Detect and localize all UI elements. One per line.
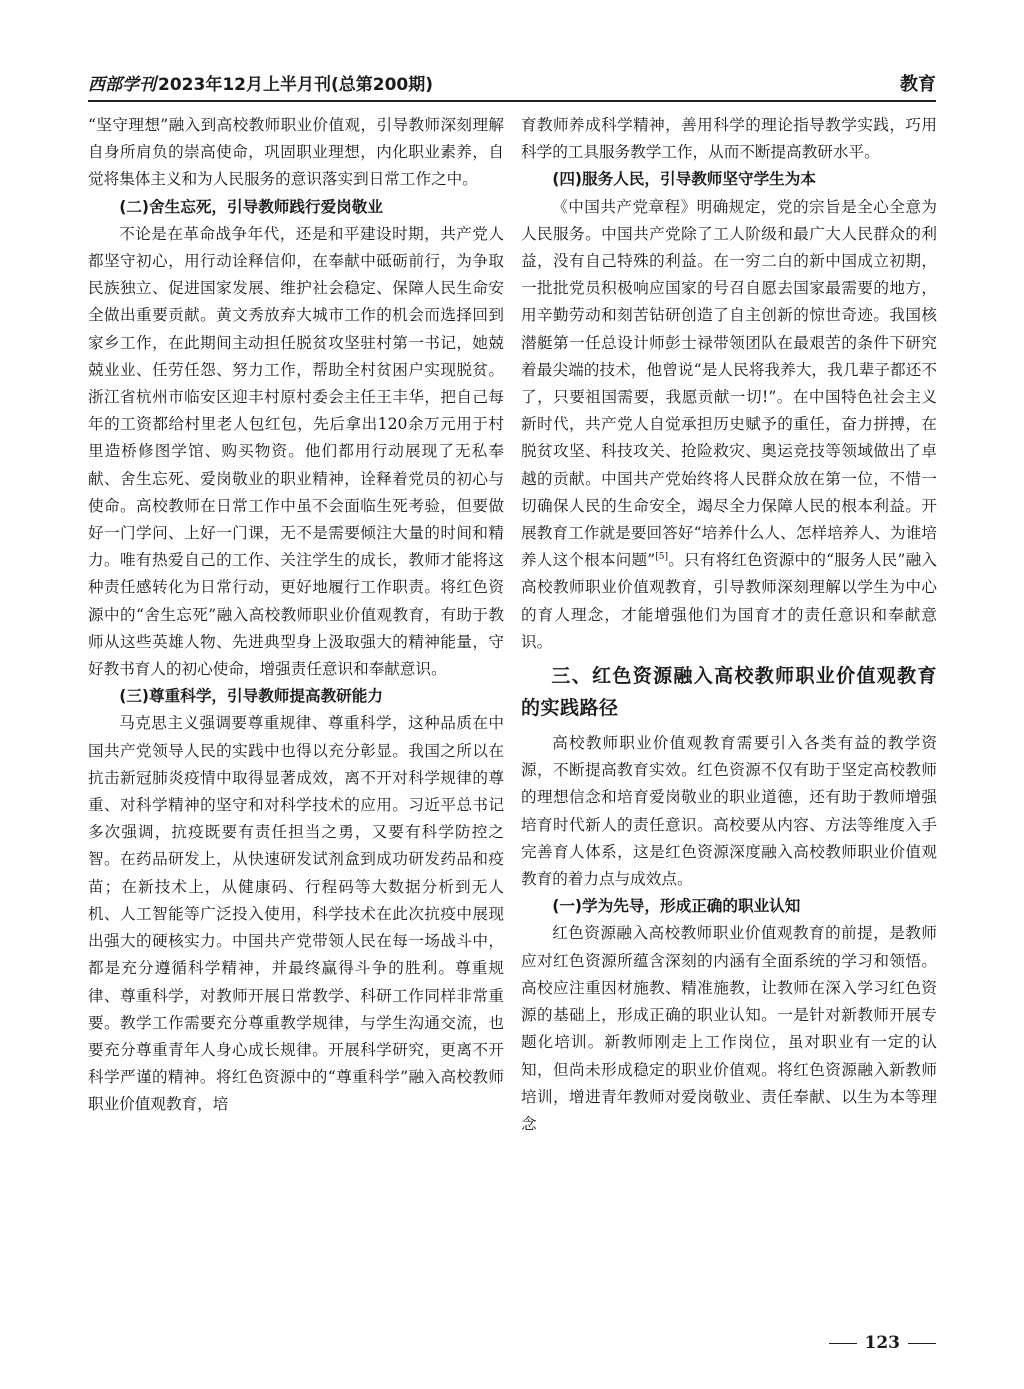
paragraph — [521, 194, 937, 656]
right-column — [521, 112, 937, 1138]
page-header — [88, 70, 936, 102]
paragraph: 育教师养成科学精神，善用科学的理论指导教学实践，巧用科学的工具服务教学工作，从而不断提高教研水平。 — [521, 116, 937, 162]
journal-logo: 西部学刊 — [88, 75, 156, 95]
subheading: (四)服务人民，引导教师坚守学生为本 — [552, 170, 816, 189]
paragraph: 马克思主义强调要尊重规律、尊重科学，这种品质在中国共产党领导人民的实践中也得以充分彰显。我国之所以在抗击新冠肺炎疫情中取得显著成效，离不开对科学规律的尊重、对科学精神的坚守和对科学技术的应用。习近平总书记多次强调，抗疫既要有责任担当之勇，又要有科学防控之智。在药品研发上，从快速研发试剂盒到成功研发药品和疫苗；在新技术上，从健康码、行程码等大数据分析到无人机、人工智能等广泛投入使用，科学技术在此次抗疫中展现出强大的硬核实力。中国共产党带领人民在每一场战斗中，都是充分遵循科学精神，并最终赢得斗争的胜利。尊重规律、尊重科学，对教师开展日常教学、科研工作同样非常重要。教学工作需要充分尊重教学规律，与学生沟通交流，也要充分尊重青年人身心成长规律。开展科学研究，更离不开科学严谨的精神。将红色资源中的“尊重科学”融入高校教师职业价值观教育，培 — [88, 714, 504, 1114]
paragraph: “坚守理想”融入到高校教师职业价值观，引导教师深刻理解自身所肩负的崇高使命，巩固职业理想，内化职业素养，自觉将集体主义和为人民服务的意识落实到日常工作之中。 — [88, 116, 504, 189]
paragraph: 不论是在革命战争年代，还是和平建设时期，共产党人都坚守初心，用行动诠释信仰，在奉献中砥砺前行，为争取民族独立、促进国家发展、维护社会稳定、保障人民生命安全做出重要贡献。黄文秀放弃大城市工作的机会而选择回到家乡工作，在此期间主动担任脱贫攻坚驻村第一书记，她兢兢业业、任劳任怨、努力工作，帮助全村贫困户实现脱贫。浙江省杭州市临安区迎丰村原村委会主任王丰华，把自己每年的工资都给村里老人包红包，先后拿出120余万元用于村里造桥修图学馆、购买物资。他们都用行动展现了无私奉献、舍生忘死、爱岗敬业的职业精神，诠释着党员的初心与使命。高校教师在日常工作中虽不会面临生死考验，但要做好一门学问、上好一门课，无不是需要倾注大量的时间和精力。唯有热爱自己的工作、关注学生的成长，教师才能将这种责任感转化为日常行动，更好地履行工作职责。将红色资源中的“舍生忘死”融入高校教师职业价值观教育，有助于教师从这些英雄人物、先进典型身上汲取强大的精神能量，守好教书育人的初心使命，增强责任意识和奉献意识。 — [88, 224, 504, 679]
subheading: (二)舍生忘死，引导教师践行爱岗敬业 — [119, 197, 383, 216]
paragraph-text: 《中国共产党章程》明确规定，党的宗旨是全心全意为人民服务。中国共产党除了工人阶级和最广大人民群众的利益，没有自己特殊的利益。在一穷二白的新中国成立初期，一批批党员积极响应国家的号召自愿去国家最需要的地方，用辛勤劳动和刻苦钻研创造了自主创新的惊世奇迹。我国核潜艇第一任总设计师彭士禄带领团队在最艰苦的条件下研究着最尖端的技术，他曾说“是人民将我养大，我几辈子都还不了，只要祖国需要，我愿贡献一切!”。在中国特色社会主义新时代，共产党人自觉承担历史赋予的重任，奋力拼搏，在脱贫攻坚、科技攻关、抢险救灾、奥运竞技等领域做出了卓越的贡献。中国共产党始终将人民群众放在第一位，不惜一切确保人民的生命安全，竭尽全力保障人民的根本利益。开展教育工作就是要回答好“培养什么人、怎样培养人、为谁培养人这个根本问题” — [521, 197, 937, 570]
paragraph: 高校教师职业价值观教育需要引入各类有益的教学资源，不断提高教育实效。红色资源不仅有助于坚定高校教师的理想信念和培育爱岗敬业的职业道德，还有助于教师增强培育时代新人的责任意识。高校要从内容、方法等维度入手完善育人体系，这是红色资源深度融入高校教师职业价值观教育的着力点与成效点。 — [521, 734, 937, 889]
page-footer — [829, 1333, 937, 1353]
left-column — [88, 112, 504, 1119]
section-heading: 三、红色资源融入高校教师职业价值观教育的实践路径 — [521, 665, 937, 720]
subheading: (一)学为先导，形成正确的职业认知 — [552, 897, 801, 916]
page-number: 123 — [864, 1333, 900, 1353]
paragraph: 红色资源融入高校教师职业价值观教育的前提，是教师应对红色资源所蕴含深刻的内涵有全面系统的学习和领悟。高校应注重因材施教、精准施教，让教师在深入学习红色资源的基础上，形成正确的职业认知。一是针对新教师开展专题化培训。新教师刚走上工作岗位，虽对职业有一定的认知，但尚未形成稳定的职业价值观。将红色资源融入新教师培训，增进青年教师对爱岗敬业、责任奉献、以生为本等理念 — [521, 924, 937, 1133]
paragraph-text: 。只有将红色资源中的“服务人民”融入高校教师职业价值观教育，引导教师深刻理解以学生为中心的育人理念，才能增强他们为国育才的责任意识和奉献意识。 — [521, 551, 937, 651]
footer-dash-right — [908, 1343, 936, 1344]
section-label: 教育 — [900, 74, 936, 95]
citation-ref: [5] — [655, 552, 669, 563]
footer-dash-left — [829, 1343, 857, 1344]
subheading: (三)尊重科学，引导教师提高教研能力 — [119, 687, 383, 706]
journal-issue: 2023年12月上半月刊(总第200期) — [158, 75, 433, 95]
journal-title — [88, 70, 433, 95]
